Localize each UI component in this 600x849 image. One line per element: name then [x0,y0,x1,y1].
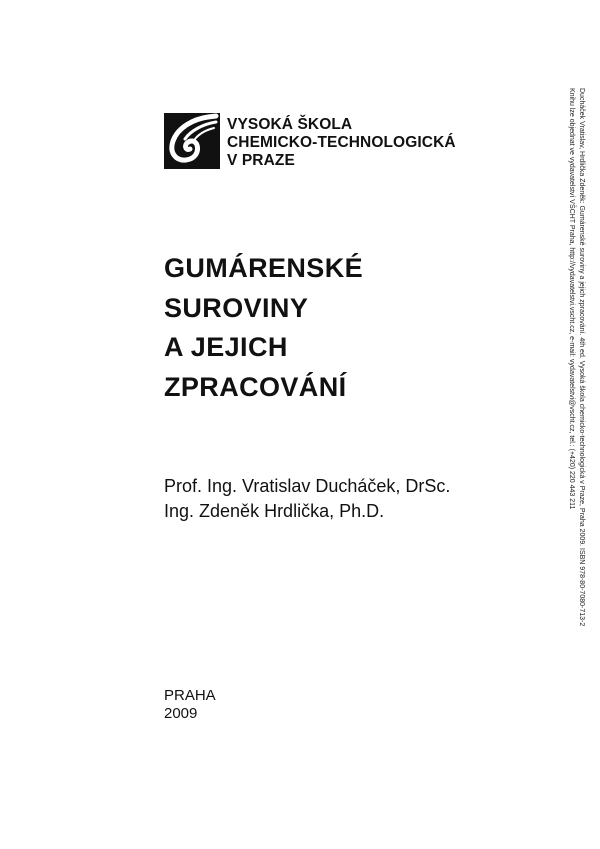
author-1: Prof. Ing. Vratislav Ducháček, DrSc. [164,476,451,496]
side-note-line-1: Ducháček Vratislav, Hrdlička Zdeněk: Gumárenské suroviny a jejich zpracování. 4th ed. Vysoká škola chemicko-technologická v Praze, Praha 2009. ISBN 978-80-7080-713-2 [578,88,585,627]
vscht-logo-icon [164,113,220,169]
title-line-4: ZPRACOVÁNÍ [164,371,347,402]
side-note-line-2: Knihu lze objednat ve vydavatelství VŠCHT Praha, http://vydavatelstvi.vscht.cz, e-mail: vydavatelstvi@vscht.cz, tel.: (+420) 220 443 211 [568,88,575,510]
authors [164,474,450,524]
institution-line-1: VYSOKÁ ŠKOLA [227,116,353,133]
title-line-2: SUROVINY [164,292,309,323]
institution-line-3: V PRAZE [227,152,295,169]
institution-name [227,116,456,170]
book-title [164,249,363,407]
side-citation-note [566,88,586,626]
publication-place [164,687,216,723]
institution-line-2: CHEMICKO-TECHNOLOGICKÁ [227,134,456,151]
author-2: Ing. Zdeněk Hrdlička, Ph.D. [164,501,385,521]
place-name: PRAHA [164,687,216,704]
publication-year: 2009 [164,705,198,722]
title-line-3: A JEJICH [164,332,288,362]
title-line-1: GUMÁRENSKÉ [164,253,364,283]
